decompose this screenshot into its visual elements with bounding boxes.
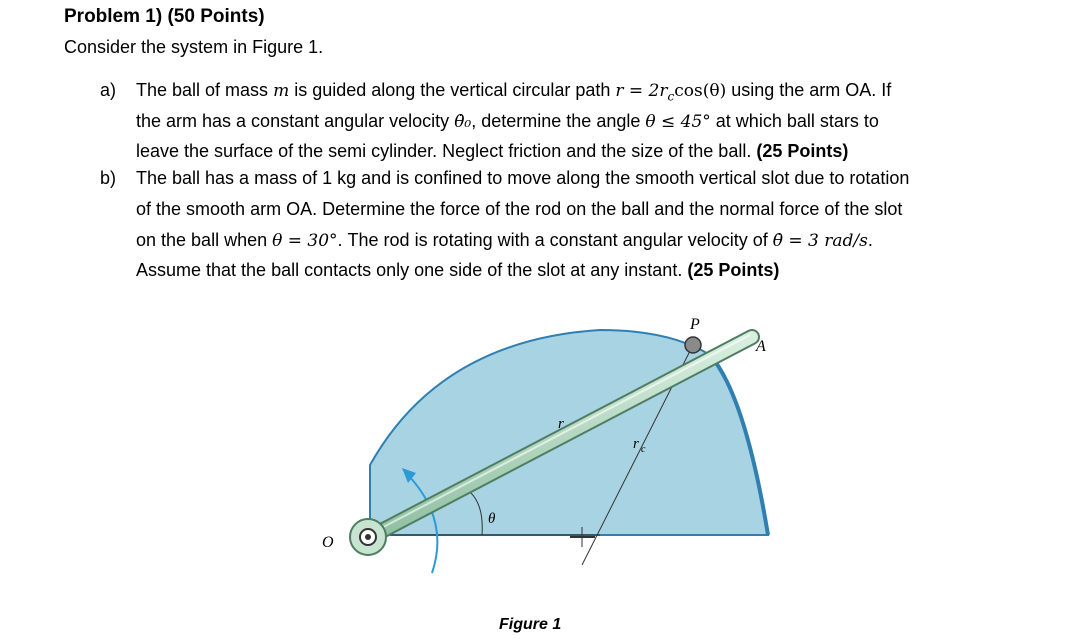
path-equation-cos: cos(θ) bbox=[674, 81, 727, 101]
text: . bbox=[867, 230, 873, 250]
part-b-points: (25 Points) bbox=[687, 260, 780, 280]
label-p: P bbox=[690, 316, 700, 333]
label-a: A bbox=[756, 338, 766, 355]
angular-velocity-value: θ̇ = 3 rad/s bbox=[772, 231, 868, 251]
label-rc: r bbox=[633, 436, 639, 452]
label-rc-sub: c bbox=[641, 444, 646, 455]
part-b-line-2: of the smooth arm OA. Determine the force of the rod on the ball and the normal force of the slot bbox=[136, 199, 903, 219]
path-equation-subscript: c bbox=[667, 89, 675, 104]
figure-1 bbox=[300, 305, 770, 600]
figure-caption: Figure 1 bbox=[499, 616, 562, 633]
part-b-line-3 bbox=[136, 230, 873, 251]
part-b-marker: b) bbox=[100, 168, 117, 188]
part-b-line-4 bbox=[136, 260, 779, 281]
part-b-line-1: The ball has a mass of 1 kg and is confined to move along the smooth vertical slot due to rotation bbox=[136, 168, 910, 188]
problem-title: Problem 1) (50 Points) bbox=[64, 6, 265, 27]
text: is guided along the vertical circular path bbox=[289, 80, 616, 100]
part-a-line-1 bbox=[136, 80, 891, 104]
label-r: r bbox=[558, 416, 564, 432]
problem-intro: Consider the system in Figure 1. bbox=[64, 37, 324, 57]
text: , determine the angle bbox=[471, 111, 646, 131]
text: leave the surface of the semi cylinder. Neglect friction and the size of the ball. bbox=[136, 141, 757, 161]
part-a-line-3 bbox=[136, 141, 848, 162]
angle-condition: θ ≤ 45° bbox=[645, 112, 711, 132]
pivot-pin bbox=[365, 534, 371, 540]
text: Assume that the ball contacts only one side of the slot at any instant. bbox=[136, 260, 688, 280]
text: on the ball when bbox=[136, 230, 273, 250]
ball-p bbox=[685, 337, 701, 353]
text: The ball of mass bbox=[136, 80, 274, 100]
label-o: O bbox=[322, 534, 334, 551]
text: . The rod is rotating with a constant angular velocity of bbox=[337, 230, 773, 250]
angle-value: θ = 30° bbox=[272, 231, 338, 251]
part-a-line-2 bbox=[136, 111, 879, 132]
text: the arm has a constant angular velocity bbox=[136, 111, 455, 131]
part-a-points: (25 Points) bbox=[756, 141, 849, 161]
path-equation: r = 2r bbox=[615, 81, 668, 101]
text: using the arm OA. If bbox=[726, 80, 892, 100]
label-theta: θ bbox=[488, 511, 496, 527]
angular-velocity-symbol: θ̇₀ bbox=[454, 112, 472, 132]
mass-symbol: m bbox=[273, 81, 290, 101]
text: at which ball stars to bbox=[710, 111, 879, 131]
part-a-marker: a) bbox=[100, 80, 117, 100]
